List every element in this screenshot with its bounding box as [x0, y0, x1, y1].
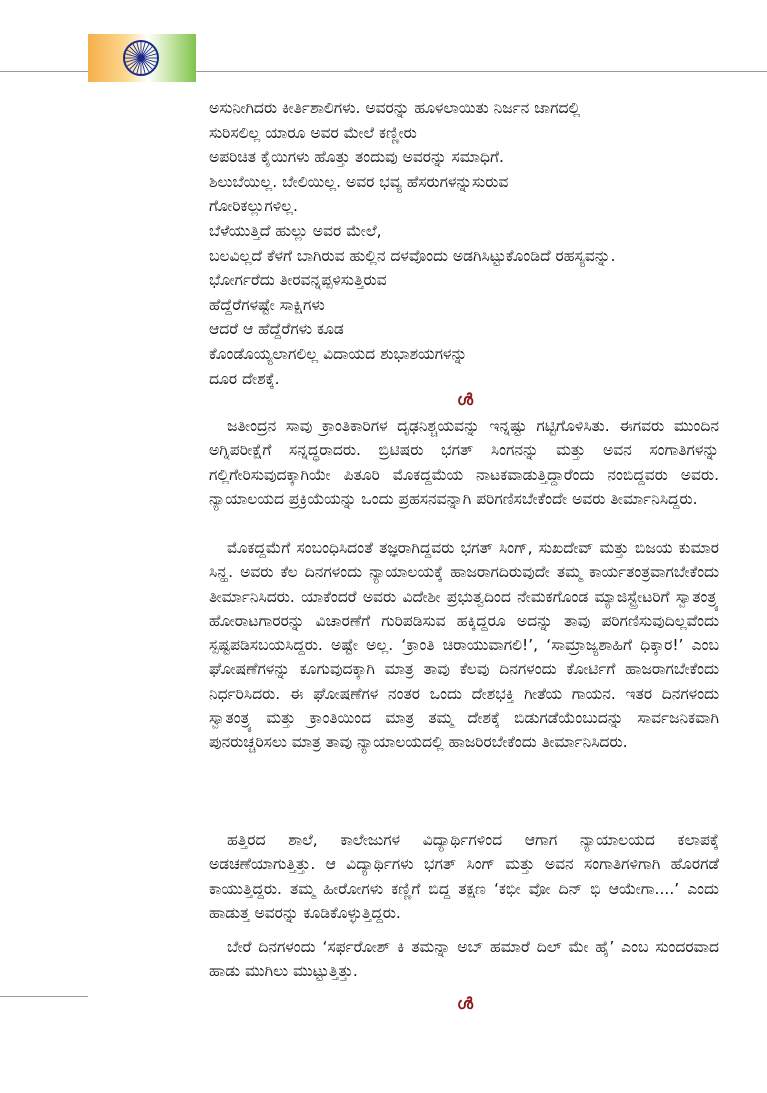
section-ornament: ൾ	[457, 390, 474, 409]
paragraph	[209, 828, 719, 925]
poem-line: ಸುರಿಸಲಿಲ್ಲ ಯಾರೂ ಅವರ ಮೇಲೆ ಕಣ್ಣೀರು	[209, 123, 417, 142]
footer-rule	[0, 996, 88, 997]
paragraph	[209, 414, 719, 511]
poem-line: ದೂರ ದೇಶಕ್ಕೆ.	[209, 369, 280, 388]
poem-line: ಗೋರಿಕಲ್ಲುಗಳಿಲ್ಲ.	[209, 197, 298, 216]
poem-line: ಬೆಳೆಯುತ್ತಿದೆ ಹುಲ್ಲು ಅವರ ಮೇಲೆ,	[209, 221, 382, 240]
poem-line: ಆದರೆ ಆ ಹೆದ್ದೆರೆಗಳು ಕೂಡ	[209, 320, 344, 339]
paragraph-text: ಮೊಕದ್ದಮೆಗೆ ಸಂಬಂಧಿಸಿದಂತೆ ತಜ್ಞರಾಗಿದ್ದವರು ಭಗತ್ ಸಿಂಗ್, ಸುಖದೇವ್ ಮತ್ತು ಬಿಜಯ ಕುಮಾರ ಸಿನ್ಹ. ಅವರು ಕೆಲ ದಿನಗಳಂದು ನ್ಯಾಯಾಲಯಕ್ಕೆ ಹಾಜರಾಗದಿರುವುದೇ ತಮ್ಮ ಕಾರ್ಯತಂತ್ರವಾಗಬೇಕೆಂದು ತೀರ್ಮಾನಿಸಿದರು. ಯಾಕೆಂದರೆ ಅವರು ವಿದೇಶೀ ಪ್ರಭುತ್ವದಿಂದ ನೇಮಕಗೊಂಡ ಮ್ಯಾಜಿಸ್ಟ್ರೇಟರಿಗೆ ಸ್ವಾತಂತ್ರ್ಯ ಹೋರಾಟಗಾರರನ್ನು ವಿಚಾರಣೆಗೆ ಗುರಿಪಡಿಸುವ ಹಕ್ಕಿದ್ದರೂ ಅದನ್ನು ತಾವು ಪರಿಗಣಿಸುವುದಿಲ್ಲವೆಂದು ಸ್ಪಷ್ಟಪಡಿಸಬಯಸಿದ್ದರು. ಅಷ್ಟೇ ಅಲ್ಲ. ‘ಕ್ರಾಂತಿ ಚಿರಾಯುವಾಗಲಿ!’, ‘ಸಾಮ್ರಾಜ್ಯಶಾಹಿಗೆ ಧಿಕ್ಕಾರ!’ ಎಂಬ ಘೋಷಣೆಗಳನ್ನು ಕೂಗುವುದಕ್ಕಾಗಿ ಮಾತ್ರ ತಾವು ಕೆಲವು ದಿನಗಳಂದು ಕೋರ್ಟಿಗೆ ಹಾಜರಾಗಬೇಕೆಂದು ನಿರ್ಧರಿಸಿದರು. ಈ ಘೋಷಣೆಗಳ ನಂತರ ಒಂದು ದೇಶಭಕ್ತಿ ಗೀತೆಯ ಗಾಯನ. ಇತರ ದಿನಗಳಂದು ಸ್ವಾತಂತ್ರ್ಯ ಮತ್ತು ಕ್ರಾಂತಿಯಿಂದ ಮಾತ್ರ ತಮ್ಮ ದೇಶಕ್ಕೆ ಬಿಡುಗಡೆಯೆಂಬುದನ್ನು ಸಾರ್ವಜನಿಕವಾಗಿ ಪುನರುಚ್ಚರಿಸಲು ಮಾತ್ರ ತಾವು ನ್ಯಾಯಾಲಯದಲ್ಲಿ ಹಾಜರಿರಬೇಕೆಂದು ತೀರ್ಮಾನಿಸಿದರು.	[209, 539, 719, 752]
paragraph-text: ಬೇರೆ ದಿನಗಳಂದು ‘ಸರ್ಫರೋಶ್ ಕಿ ತಮನ್ನಾ ಅಬ್ ಹಮಾರೆ ದಿಲ್ ಮೇ ಹೈ’ ಎಂಬ ಸುಂದರವಾದ ಹಾಡು ಮುಗಿಲು ಮುಟ್ಟುತ್ತಿತ್ತು.	[209, 938, 719, 981]
header-rule	[196, 71, 767, 72]
paragraph	[209, 536, 719, 755]
ashoka-chakra-icon	[121, 38, 161, 78]
poem-block	[209, 96, 729, 391]
poem-line: ಭೋರ್ಗರೆದು ತೀರವನ್ನಪ್ಪಳಿಸುತ್ತಿರುವ	[209, 271, 387, 290]
poem-line: ಶಿಲುಬೆಯಿಲ್ಲ. ಬೇಲಿಯಿಲ್ಲ. ಅವರ ಭವ್ಯ ಹೆಸರುಗಳನ್ನುಸುರುವ	[209, 172, 509, 191]
paragraph-text: ಜತೀಂದ್ರನ ಸಾವು ಕ್ರಾಂತಿಕಾರಿಗಳ ದೃಢನಿಶ್ಚಯವನ್ನು ಇನ್ನಷ್ಟು ಗಟ್ಟಿಗೊಳಿಸಿತು. ಈಗವರು ಮುಂದಿನ ಅಗ್ನಿಪರೀಕ್ಷೆಗೆ ಸನ್ನದ್ಧರಾದರು. ಬ್ರಿಟಿಷರು ಭಗತ್ ಸಿಂಗನನ್ನು ಮತ್ತು ಅವನ ಸಂಗಾತಿಗಳನ್ನು ಗಲ್ಲಿಗೇರಿಸುವುದಕ್ಕಾಗಿಯೇ ಪಿತೂರಿ ಮೊಕದ್ದಮೆಯ ನಾಟಕವಾಡುತ್ತಿದ್ದಾರೆಂದು ನಂಬಿದ್ದವರು ಅವರು. ನ್ಯಾಯಾಲಯದ ಪ್ರಕ್ರಿಯೆಯನ್ನು ಒಂದು ಪ್ರಹಸನವನ್ನಾಗಿ ಪರಿಗಣಿಸಬೇಕೆಂದೇ ಅವರು ತೀರ್ಮಾನಿಸಿದ್ದರು.	[209, 417, 719, 508]
header-rule	[0, 71, 88, 72]
paragraph-text: ಹತ್ತಿರದ ಶಾಲೆ, ಕಾಲೇಜುಗಳ ವಿದ್ಯಾರ್ಥಿಗಳಿಂದ ಆಗಾಗ ನ್ಯಾಯಾಲಯದ ಕಲಾಪಕ್ಕೆ ಅಡಚಣೆಯಾಗುತ್ತಿತ್ತು. ಆ ವಿದ್ಯಾರ್ಥಿಗಳು ಭಗತ್ ಸಿಂಗ್ ಮತ್ತು ಅವನ ಸಂಗಾತಿಗಳಿಗಾಗಿ ಹೊರಗಡೆ ಕಾಯುತ್ತಿದ್ದರು. ತಮ್ಮ ಹೀರೋಗಳು ಕಣ್ಣಿಗೆ ಬಿದ್ದ ತಕ್ಷಣ ‘ಕಭೀ ವೋ ದಿನ್ ಭಿ ಆಯೇಗಾ....’ ಎಂದು ಹಾಡುತ್ತ ಅವರನ್ನು ಕೂಡಿಕೊಳ್ಳುತ್ತಿದ್ದರು.	[209, 831, 719, 922]
poem-line: ಕೊಂಡೊಯ್ಯಲಾಗಲಿಲ್ಲ ವಿದಾಯದ ಶುಭಾಶಯಗಳನ್ನು	[209, 344, 468, 363]
poem-line: ಹೆದ್ದೆರೆಗಳಷ್ಟೇ ಸಾಕ್ಷಿಗಳು	[209, 295, 325, 314]
paragraph	[209, 935, 719, 984]
poem-line: ಅಪರಿಚಿತ ಕೈಯಿಗಳು ಹೊತ್ತು ತಂದುವು ಅವರನ್ನು ಸಮಾಧಿಗೆ.	[209, 148, 504, 167]
poem-line: ಬಲವಿಲ್ಲದೆ ಕೆಳಗೆ ಬಾಗಿರುವ ಹುಲ್ಲಿನ ದಳವೊಂದು ಅಡಗಿಸಿಟ್ಟುಕೊಂಡಿದೆ ರಹಸ್ಯವನ್ನು.	[209, 246, 616, 265]
section-ornament: ൾ	[457, 994, 474, 1013]
poem-line: ಅಸುನೀಗಿದರು ಕೀರ್ತಿಶಾಲಿಗಳು. ಅವರನ್ನು ಹೂಳಲಾಯಿತು ನಿರ್ಜನ ಜಾಗದಲ್ಲಿ	[209, 99, 581, 117]
